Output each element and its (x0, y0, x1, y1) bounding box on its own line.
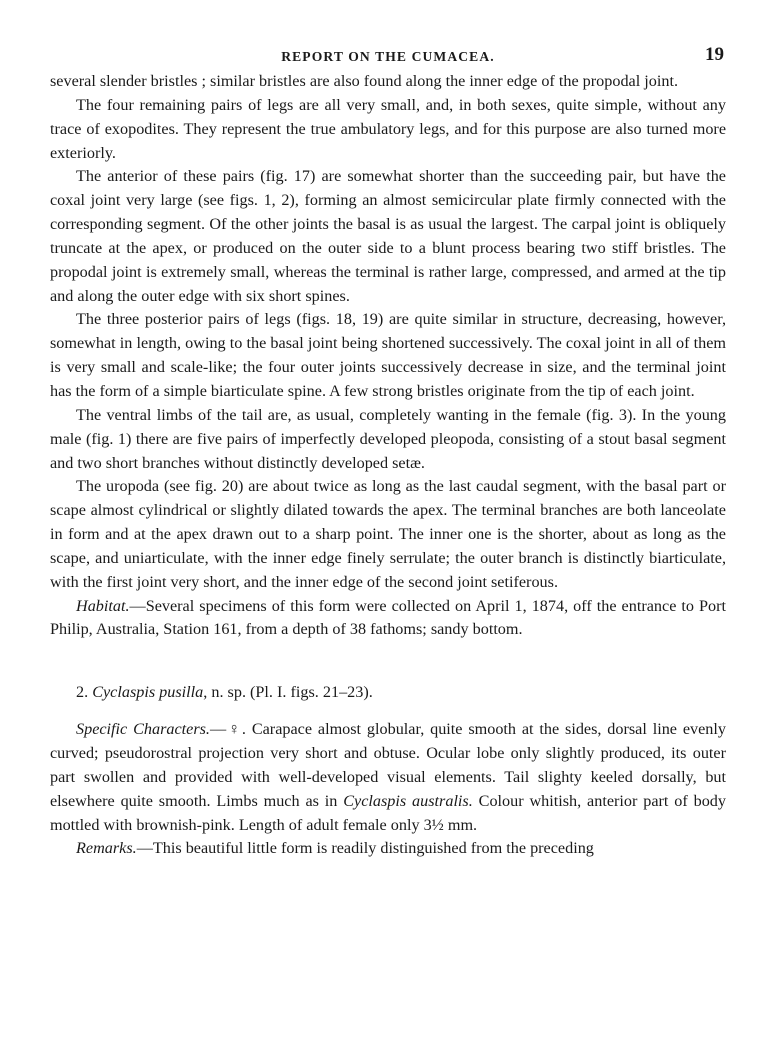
section-gap (50, 642, 726, 680)
habitat-text: —Several specimens of this form were collected on April 1, 1874, off the entrance to Port Philip, Australia, Station 161, from a depth of 38 fathoms; sandy bottom. (50, 596, 726, 639)
remarks-text: —This beautiful little form is readily distinguished from the preceding (136, 839, 594, 858)
specific-text-b: Colour whitish, anterior part of body mottled with brownish-pink. Length of adult female only 3½ mm. (50, 791, 726, 834)
paragraph-bristles-continued: several slender bristles ; similar bristles are also found along the inner edge of the propodal joint. (50, 72, 678, 90)
specific-label: Specific Characters. (76, 720, 210, 739)
paragraph-anterior-pairs: The anterior of these pairs (fig. 17) are somewhat shorter than the succeeding pair, but have the coxal joint very large (see figs. 1, 2), forming an almost semicircular plate firmly connected with the corresponding segment. Of the other joints the basal is as usual the largest. The carpal joint is obliquely truncate at the apex, or produced on the outer side to a blunt process bearing two stiff bristles. The propodal joint is extremely small, whereas the terminal is rather large, compressed, and armed at the tip and along the outer edge with six short spines. (50, 167, 726, 305)
page-header (50, 0, 726, 70)
paragraph-habitat (50, 595, 726, 643)
section-heading (50, 680, 726, 704)
paragraph-remarks (50, 837, 726, 861)
paragraph-uropoda: The uropoda (see fig. 20) are about twice as long as the last caudal segment, with the basal part or scape almost cylindrical or slightly dilated towards the apex. The terminal branches are both lanceolate in form and at the apex drawn out to a sharp point. The inner one is the shorter, about as long as the scape, and uniarticulate, with the inner edge finely serrulate; the outer branch is distinctly biarticulate, with the first joint very short, and the inner edge of the second joint setiferous. (50, 477, 726, 591)
specific-species: Cyclaspis australis. (343, 791, 473, 810)
remarks-label: Remarks. (76, 839, 137, 858)
running-title: REPORT ON THE CUMACEA. (281, 49, 495, 64)
section-number: 2. (76, 683, 89, 702)
paragraph-ventral-limbs: The ventral limbs of the tail are, as usual, completely wanting in the female (fig. 3). In the young male (fig. 1) there are five pairs of imperfectly developed pleopoda, consisting of a stout basal segment and two short branches without distinctly developed setæ. (50, 405, 726, 472)
paragraph-ambulatory-legs: The four remaining pairs of legs are all very small, and, in both sexes, quite simple, without any trace of exopodites. They represent the true ambulatory legs, and for this purpose are also turned more exteriorly. (50, 95, 726, 162)
section-rest: , n. sp. (Pl. I. figs. 21–23). (203, 683, 373, 702)
specific-text-a: —♀. Carapace almost globular, quite smooth at the sides, dorsal line evenly curved; pseudorostral projection very short and obtuse. Ocular lobe only slightly produced, its outer part swollen and provided with well-developed visual elements. Tail slighty keeled dorsally, but elsewhere quite smooth. Limbs much as in (50, 720, 726, 810)
page-number: 19 (705, 44, 724, 65)
habitat-label: Habitat. (76, 596, 130, 615)
section-species: Cyclaspis pusilla (92, 683, 204, 702)
paragraph-posterior-pairs: The three posterior pairs of legs (figs. 18, 19) are quite similar in structure, decreasing, however, somewhat in length, owing to the basal joint being shortened successively. The coxal joint in all of them is very small and scale-like; the four outer joints successively decrease in size, and the terminal joint has the form of a simple biarticulate spine. A few strong bristles originate from the tip of each joint. (50, 310, 726, 400)
heading-gap (50, 704, 726, 718)
body-text (50, 70, 726, 861)
paragraph-specific-characters (50, 718, 726, 837)
